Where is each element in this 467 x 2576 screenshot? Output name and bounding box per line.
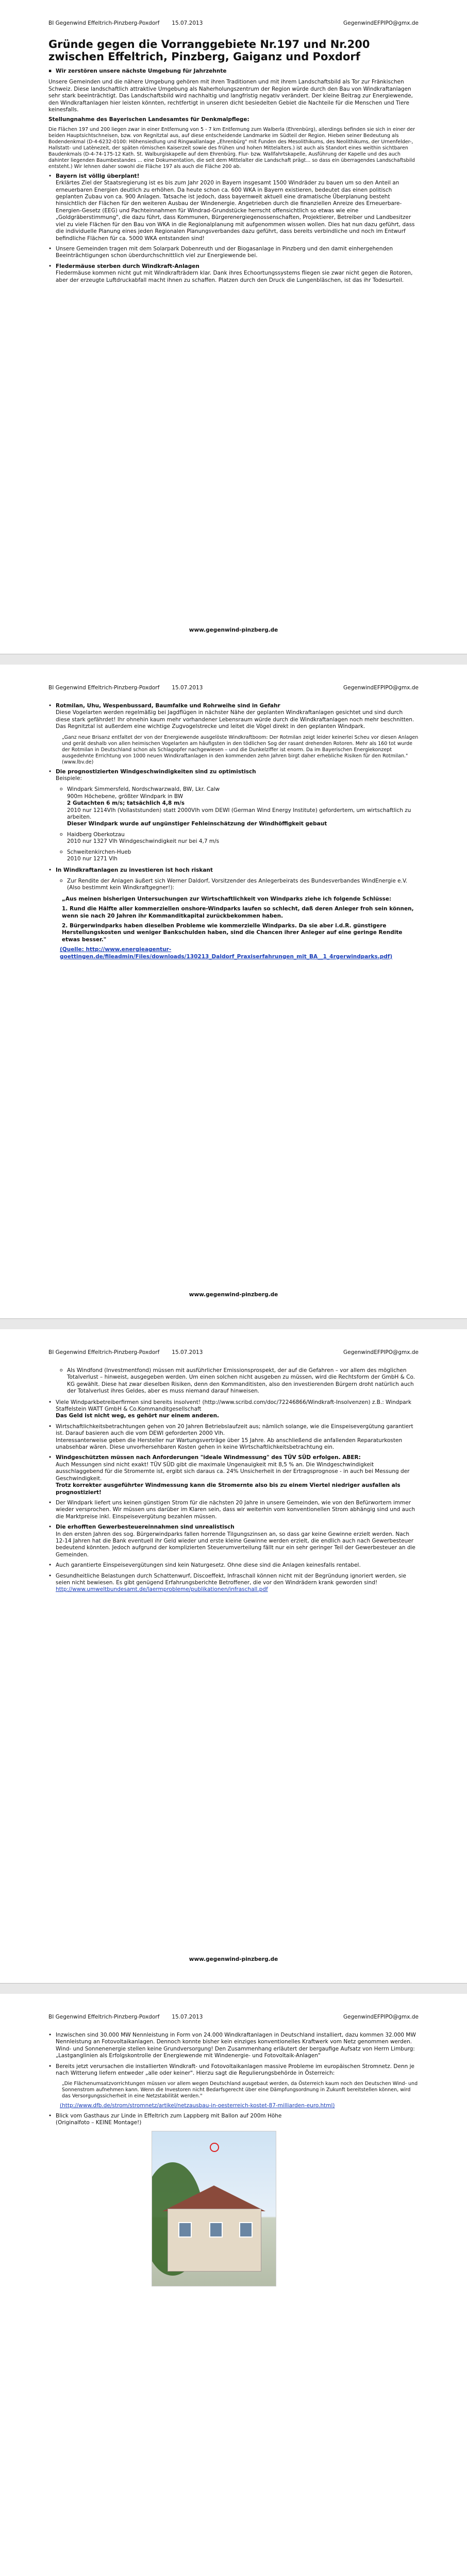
page-header — [48, 20, 419, 27]
quote-regulator: „Die Flächenumsatzvorrichtungen müssen vor allem wegen Deutschland ausgebaut werden, da Österreich kaum noch den Deutschen Wind- und Sonnenstrom aufnehmen kann. Wenn die Investoren nicht Bedarfsgerecht über eine Dämpfungsordnung in Zukunft bereitstellen können, wird das Versorgungssicherheit in eine Netzstabilität werden." — [62, 2081, 418, 2099]
org-name: BI Gegenwind Effeltrich-Pinzberg-Poxdorf — [48, 685, 160, 691]
list-item — [48, 1454, 419, 1496]
bullet-title: Fledermäuse sterben durch Windkraft-Anlagen — [56, 263, 199, 269]
quote-lbv: „Ganz neue Brisanz entfaltet der von der Energiewende ausgelöste Windkraftboom: Der Rotmilan zeigt leider keinerlei Scheu vor diesen Anlagen und gerät deshalb von allen heimischen Vogelarten am häufigsten in den tödlichen Sog der rasant drehenden Rotoren. Mehr als 160 tot wurde der Rotmilan in Deutschland schon als Schlagopfer nachgewiesen – und die Dunkelziffer ist enorm. Da im Bayerischen Energiekonzept ausgedehnte Errichtung von 1000 neuen Windkraftanlagen in den kommenden zehn Jahren birgt daher erhebliche Risiken für den Rotmilan." (www.lbv.de) — [62, 734, 419, 765]
list-item — [60, 832, 419, 845]
document-page-1 — [0, 0, 467, 654]
page-header — [48, 684, 419, 691]
bullet-text: In den ersten Jahren des sog. Bürgerwindparks fallen horrende Tilgungszinsen an, so dass gar keine Gewinne erzielt werden. Nach 12-14 Jahren hat die Bank eventuell ihr Geld wieder und erste kleine Gewinne werden erzielt, die endlich auch nach Gewerbesteuer bedeutend könnten. Jedoch aufgrund der komplizierten Steuerumverteilung fällt nur ein sehr geringer Teil der Gewerbesteuer an die Gemeinden. — [56, 1531, 415, 1558]
page-header — [48, 1349, 419, 1356]
page-footer: www.gegenwind-pinzberg.de — [189, 1956, 278, 1962]
bullet-text: Trotz korrekter ausgeführter Windmessung kann die Stromernte also bis zu einem Viertel niedriger ausfallen als prognostiziert! — [56, 1482, 401, 1496]
list-item: o Als Windfond (Investmentfond) müssen mit ausführlicher Emissionsprospekt, der auf die Gefahren – vor allem des möglichen Totalverlust – hinweist, ausgegeben werden. Um einen solchen nicht ausgeben zu müssen, wird die Rechtsform der GmbH & Co. KG gewählt. Diese hat zwar dieselben Risiken, denn den Kommanditisten, also den investierenden Bürgern droht natürlich auch der Totalverlust ihres Geldes, aber es muss niemand darauf hinweisen. — [60, 1367, 419, 1395]
quote-daldorf — [62, 896, 419, 943]
document-page-3 — [0, 1329, 467, 1984]
house-shape — [168, 2209, 261, 2272]
window — [178, 2222, 192, 2238]
bullet-text: Blick vom Gasthaus zur Linde in Effeltrich zum Lappberg mit Ballon auf 200m Höhe — [56, 2112, 282, 2119]
example-line: 2010 nur 1327 Vlh Windgeschwindigkeit nur bei 4,7 m/s — [67, 838, 220, 845]
example-line: Dieser Windpark wurde auf ungünstiger Fehleinschätzung der Windhöffigkeit gebaut — [67, 821, 327, 827]
bullet-title: Rotmilan, Uhu, Wespenbussard, Baumfalke und Rohrweihe sind in Gefahr — [56, 703, 280, 709]
roof-shape — [162, 2185, 265, 2211]
list-item — [48, 1573, 419, 1594]
source-link[interactable]: (Quelle: http://www.energieagentur-goettingen.de/fileadmin/Files/downloads/130213_Daldorf_Praxiserfahrungen_mit_BA__1_4rgerwindparks.pdf) — [60, 946, 393, 960]
list-item: • Auch garantierte Einspeisevergütungen sind kein Naturgesetz. Ohne diese sind die Anlagen keinesfalls rentabel. — [48, 1562, 419, 1569]
header-email: GegenwindEFPIPO@gmx.de — [343, 685, 419, 691]
list-item: • Inzwischen sind 30.000 MW Nennleistung in Form von 24.000 Windkraftanlagen in Deutschland installiert, dazu kommen 32.000 MW Nennleistung an Fotovoltaikanlagen. Dennoch konnte bisher kein einziges konventionelles Kraftwerk vom Netz genommen werden. Wind- und Sonnenenergie stellen keine Grundversorgung! Den Zusammenhang erläutert der bergaufige Aufsatz von Herrn Limburg: „Lastganglinien als Erfolgskontrolle der Energiewende mit Windenergie- und Fotovoltaik-Anlagen" — [48, 2032, 419, 2060]
list-item — [48, 173, 419, 242]
quote-line: 2. Bürgerwindparks haben dieselben Probleme wie kommerzielle Windparks. Da sie aber i.d.R. günstigere Herstellungskosten und weniger Bankschulden haben, sind die Chancen ihrer Anleger auf eine geringe Rendite etwas besser." — [62, 922, 403, 943]
list-item: • Unsere Gemeinden tragen mit dem Solarpark Dobenreuth und der Biogasanlage in Pinzberg und den damit einhergehenden Beeinträchtigungen schon überdurchschnittlich viel zur Energiewende bei. — [48, 246, 419, 260]
bullet-text: Beispiele: — [56, 775, 82, 782]
bullet-text: Das Regnitztal ist außerdem eine wichtige Zugvogelstrecke und leitet die Vögel direkt in den geplanten Windpark. — [56, 723, 365, 730]
page-footer: www.gegenwind-pinzberg.de — [189, 1292, 278, 1298]
list-item — [48, 1524, 419, 1558]
bullet-title: Die prognostizierten Windgeschwindigkeiten sind zu optimistisch — [56, 768, 256, 775]
example-line: 900m Höchebene, größter Windpark in BW — [67, 793, 184, 800]
header-email: GegenwindEFPIPO@gmx.de — [343, 20, 419, 26]
example-line: 2010 nur 1271 Vlh — [67, 856, 118, 862]
header-date: 15.07.2013 — [172, 2014, 203, 2020]
bullet-text: Viele Windparkbetreiberfirmen sind bereits insolvent! (http://www.scribd.com/doc/72246866/Windkraft-Insolvenzen) z.B.: Windpark Staffelstein WATT GmbH & Co.Kommanditgesellschaft — [56, 1399, 412, 1413]
example-title: Schweitenkirchen-Hueb — [67, 849, 131, 855]
bullet-text: Wirtschaftlichkeitsbetrachtungen gehen von 20 Jahren Betriebslaufzeit aus; nämlich solange, wie die Einspeisevergütung garantiert ist. Darauf basieren auch die vom DEWI geforderten 2000 Vlh. — [56, 1423, 413, 1437]
org-name: BI Gegenwind Effeltrich-Pinzberg-Poxdorf — [48, 20, 160, 26]
page-header — [48, 2013, 419, 2021]
header-date: 15.07.2013 — [172, 20, 203, 26]
document-page-2 — [0, 665, 467, 1319]
list-item: • Der Windpark liefert uns keinen günstigen Strom für die nächsten 20 Jahre in unsere Gemeinden, wie von den Befürwortern immer wieder versprochen. Wir müssen uns darüber im Klaren sein, dass wir weiterhin vom konventionellen Strom abhängig sind und auch die Marktpreise inkl. Einspeisevergütung bezahlen müssen. — [48, 1500, 419, 1520]
example-title: Haidberg Oberkotzau — [67, 831, 125, 838]
bullet-text: Das Geld ist nicht weg, es gehört nur einem anderen. — [56, 1413, 220, 1419]
bullet-text: Auch Messungen sind nicht exakt! TÜV SÜD gibt die maximale Ungenauigkeit mit 8,5 % an. Die Windgeschwindigkeit ausschlaggebend für die Stromernte ist, ergibt sich daraus ca. 24% Unsicherheit in der Ertragsprognose - in auch bei Messung der Geschwindigkeit. — [56, 1461, 410, 1482]
bullet-text: Diese Vogelarten werden regelmäßig bei Jagdflügen in nächster Nähe der geplanten Windkraftanlagen gesichtet und sind durch diese stark gefährdet! Ihr ohnehin kaum mehr vorhandener Lebensraum würde durch die Windkraftanlagen noch mehr beschnitten. — [56, 709, 414, 723]
header-date: 15.07.2013 — [172, 685, 203, 691]
bullet-title: Die erhofften Gewerbesteuereinnahmen sind unrealistisch — [56, 1524, 235, 1531]
list-item — [48, 867, 419, 874]
header-email: GegenwindEFPIPO@gmx.de — [343, 2014, 419, 2020]
bullet-title: Bayern ist völlig überplant! — [56, 173, 140, 179]
window — [209, 2222, 223, 2238]
statement-title: Stellungnahme des Bayerischen Landesamtes für Denkmalpflege: — [48, 116, 249, 123]
list-item — [48, 1423, 419, 1451]
balloon-photo — [152, 2131, 276, 2286]
bullet-text: Interessanterweise geben die Hersteller nur Wartungsverträge über 15 Jahre. Ab anschließend die anfallenden Reparaturkosten unabsehbar wären. Diese unvorhersehbaren Kosten gehen in keine Wirtschaftlichkeitsbetrachtung ein. — [56, 1437, 403, 1451]
example-line: 2 Gutachten 6 m/s; tatsächlich 4,8 m/s — [67, 800, 185, 807]
list-item — [48, 703, 419, 731]
list-item: o Zur Rendite der Anlagen äußert sich Werner Daldorf, Vorsitzender des Anlegerbeirats des Bundesverbandes WindEnergie e.V. (Also bestimmt kein Windkraftgegner!): — [60, 878, 419, 892]
bullet-text: (Originalfoto – KEINE Montage!) — [56, 2120, 142, 2126]
paragraph-landscape: Unsere Gemeinden und die nähere Umgebung gehören mit ihren Traditionen und mit ihrem Landschaftsbild als Tor zur Fränkischen Schweiz. Diese landschaftlich attraktive Umgebung als Naherholungszentrum der Region würde durch den Bau von Windkraftanlagen sehr stark beeinträchtigt. Das Landschaftsbild wird nachhaltig und langfristig negativ verändert. Der kleine Beitrag zur Energiewende, den Windkraftanlagen hier leisten könnten, rechtfertigt in unseren dicht besiedelten Gebiet die Nachteile für die Menschen und Tiere keinesfalls. — [48, 79, 413, 113]
quote-line: „Aus meinen bisherigen Untersuchungen zur Wirtschaftlichkeit von Windparks ziehe ich folgende Schlüsse: — [62, 895, 392, 902]
list-item — [48, 2113, 419, 2127]
list-item — [48, 263, 419, 284]
bullet-title: Windgeschützten müssen nach Anforderungen "ideale Windmessung" des TÜV SÜD erfolgen. ABER: — [56, 1454, 361, 1461]
example-line: 2010 nur 1214Vlh (Vollaststunden) statt 2000Vlh vom DEWI (German Wind Energy Institute) gefordertem, um wirtschaftlich zu arbeiten. — [67, 807, 411, 821]
page-footer: www.gegenwind-pinzberg.de — [189, 627, 278, 633]
example-title: Windpark Simmersfeld, Nordschwarzwald, BW, Lkr. Calw — [67, 786, 220, 793]
header-email: GegenwindEFPIPO@gmx.de — [343, 1349, 419, 1355]
statement-text: Die Flächen 197 und 200 liegen zwar in einer Entfernung von 5 - 7 km Entfernung zum Walberla (Ehrenbürg), allerdings befinden sie sich in einer der beiden Hauptsichtschneisen, bzw. von Regnitztal aus, auf diese entscheidende Landmarke im Südteil der Region. Hieben seiner Bedeutung als Bodendenkmal (D-4-6232-0100: Höhensiedlung und Ringwallanlage „Ehrenbürg" mit Funden des Mesolithikums, des Neolithikums, der Urnenfelder-, Hallstatt- und Latènezeit, der späten römischen Kaiserzeit sowie des frühen und hohen Mittelalters.) ist auch als Standort eines weithin sichtbaren Baudenkmals (D-4-74-175-12 Kath. St. Walburgiskapelle auf dem Ehrenbürg. Flur- bzw. Wallfahrtskapelle, Ausführung der Kapelle und des auch dahinter liegenden Baumbestandes ... eine Dokumentation, die seit dem Mittelalter die Landschaft prägt... so dass ein überragendes Landschaftsbild entsteht.) Wir lehnen daher sowohl die Fläche 197 als auch die Fläche 200 ab. — [48, 126, 415, 170]
list-item — [60, 786, 419, 827]
document-title: Gründe gegen die Vorranggebiete Nr.197 und Nr.200 zwischen Effeltrich, Pinzberg, Gaiganz und Poxdorf — [48, 38, 370, 63]
header-date: 15.07.2013 — [172, 1349, 203, 1355]
org-name: BI Gegenwind Effeltrich-Pinzberg-Poxdorf — [48, 2014, 160, 2020]
window — [239, 2222, 253, 2238]
list-item — [60, 849, 419, 863]
balloon-marker-icon — [210, 2143, 219, 2152]
document-page-4 — [0, 1994, 467, 2576]
list-item: • Bereits jetzt verursachen die installierten Windkraft- und Fotovoltaikanlagen massive Probleme im europäischen Stromnetz. Denn je nach Witterung liefern entweder „alle oder keiner". Hierzu sagt die Regulierungsbehörde in Österreich: — [48, 2063, 419, 2077]
source-link[interactable]: (http://www.dfb.de/strom/stromnetz/artikel/netzausbau-in-oesterreich-kostet-87-milliarden-euro.html) — [60, 2103, 335, 2109]
intro-bullet: ▪ Wir zerstören unsere nächste Umgebung für Jahrzehnte — [48, 68, 419, 75]
list-item — [48, 769, 419, 783]
quote-line: 1. Rund die Hälfte aller kommerziellen onshore-Windparks laufen so schlecht, daß deren Anleger froh sein können, wenn sie nach 20 Jahren ihr Kommanditkapital zurückbekommen haben. — [62, 906, 414, 919]
bullet-title: In Windkraftanlagen zu investieren ist hoch riskant — [56, 867, 213, 873]
org-name: BI Gegenwind Effeltrich-Pinzberg-Poxdorf — [48, 1349, 160, 1355]
list-item — [48, 1399, 419, 1420]
bullet-text: Fledermäuse kommen nicht gut mit Windkrafträdern klar. Dank ihres Echoortungssystems fliegen sie zwar nicht gegen die Rotoren, aber der erzeugte Luftdruckabfall macht ihnen zu schaffen. Platzen durch den Druck die Lungenbläschen, ist das ihr Todesurteil. — [56, 270, 413, 283]
bullet-text: Erklärtes Ziel der Staatsregierung ist es bis zum Jahr 2020 in Bayern insgesamt 1500 Windräder zu bauen um so den Anteil an erneuerbaren Energien deutlich zu erhöhen. Da heute schon ca. 600 WKA in Bayern existieren, bedeutet das einen politisch geplanten Zubau von ca. 900 Anlagen. Tatsache ist jedoch, dass bayernweit aktuell eine dramatische Überplanung besteht hinsichtlich der Flächen für den weiteren Ausbau der Windenergie. Angetrieben durch die finanziellen Anreize des Erneuerbare-Energien-Gesetz (EEG) und Pachteinnahmen für Windrad-Grundstücke herrscht offensichtlich so etwas wie eine „Goldgräberstimmung", die dazu führt, dass Kommunen, Bürgerenergiegenossenschaften, Projektierer, Betreiber und Landbesitzer viel zu viele Flächen für den Bau von WKA in die Regionalplanung mit aufgenommen wissen wollen. Dies hat nun dazu geführt, dass die individuelle Planung eines jeden Regionalen Planungsverbandes dazu geführt, dass bereits verbindliche und noch im Entwurf befindliche Flächen für ca. 5000 WKA entstanden sind! — [56, 180, 415, 242]
infraschall-link[interactable]: http://www.umweltbundesamt.de/laermprobleme/publikationen/infraschall.pdf — [56, 1586, 268, 1593]
bullet-text: Gesundheitliche Belastungen durch Schattenwurf, Discoeffekt, Infraschall können nicht mit der Begründung ignoriert werden, sie seien nicht bewiesen. Es gibt genügend Erfahrungsberichte Betroffener, die vor den Windrädern krank geworden sind! — [56, 1572, 406, 1586]
